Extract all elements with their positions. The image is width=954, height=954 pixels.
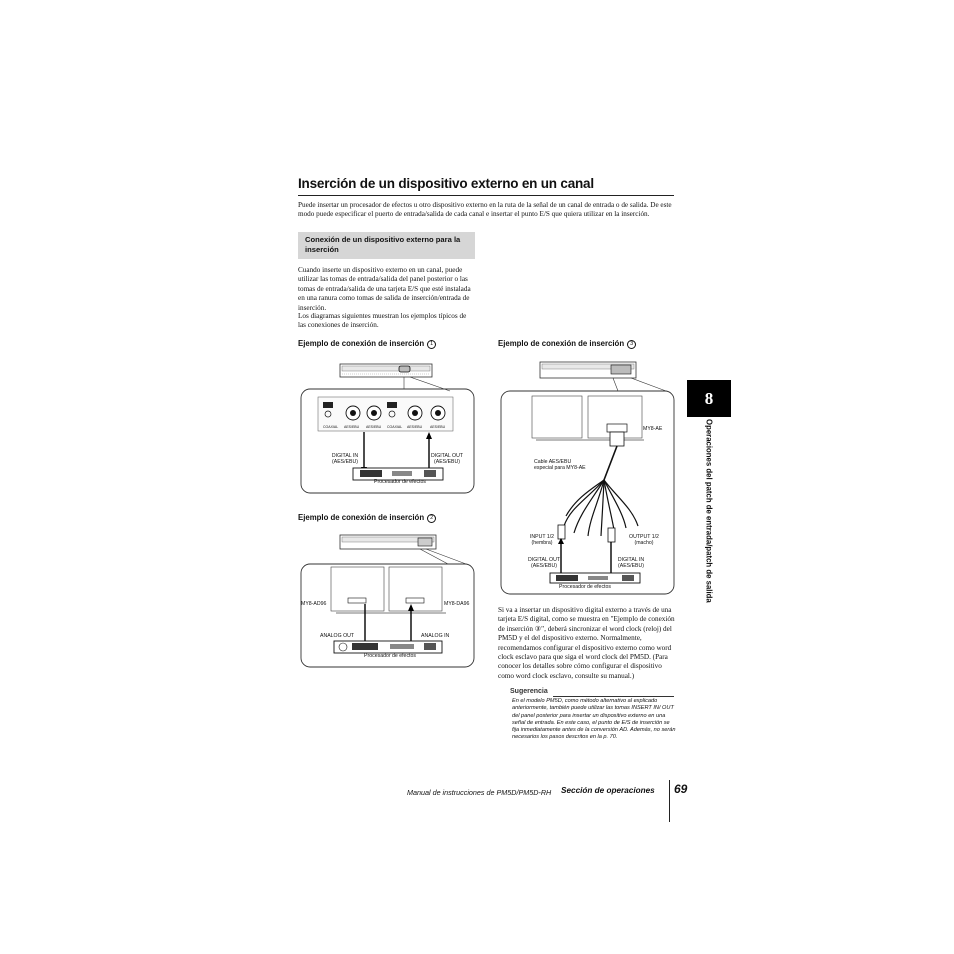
digital-out-label: DIGITAL OUT (AES/EBU)	[528, 557, 560, 570]
jack-label-1: COAXIAL	[323, 425, 339, 429]
digital-out-label: DIGITAL OUT (AES/EBU)	[431, 453, 463, 466]
cable-label: Cable AES/EBU especial para MY8-AE	[534, 459, 586, 472]
intro-paragraph: Puede insertar un procesador de efectos u otro dispositivo externo en la ruta de la señal de un canal de entrada o de salida. De este modo puede especificar el puerto de entrada/salida de cada canal e insertar el punto E/S que quiera utilizar en la inserción.	[298, 201, 672, 219]
chapter-side-label: Operaciones del patch de entrada/patch de salida	[704, 419, 714, 603]
example-2-number: 2	[427, 514, 436, 523]
example-2-heading: Ejemplo de conexión de inserción 2	[298, 513, 436, 523]
console-rear-panel	[340, 535, 436, 549]
io-card-slots	[532, 396, 644, 441]
analog-out-label: ANALOG OUT	[320, 633, 355, 639]
effects-processor-unit	[550, 573, 640, 583]
footer-manual-title: Manual de instrucciones de PM5D/PM5D-RH	[407, 788, 552, 797]
analog-in-label: ANALOG IN	[421, 633, 450, 639]
card-label-my8-da96: MY8-DA96	[444, 601, 470, 607]
page-number: 69	[674, 782, 688, 796]
jack-label-2: AES/EBU	[344, 425, 360, 429]
effects-processor-label: Procesador de efectos	[364, 653, 416, 659]
body-paragraph-3: Si va a insertar un dispositivo digital externo a través de una tarjeta E/S digital, como se muestra en "Ejemplo de conexión de inserción ③", deberá sincronizar el word clock (reloj) del PM5D y el del dispositivo externo. Normalmente, recomendamos configurar el dispositivo externo como word clock esclavo para que siga el word clock del PM5D. (Para conocer los detalles sobre cómo configurar el dispositivo como word clock esclavo, consulte su manual.)	[498, 606, 675, 680]
body-paragraph-1: Cuando inserte un dispositivo externo en un canal, puede utilizar las tomas de entrada/salida del panel posterior o las tomas de entrada/salida de una tarjeta E/S que esté instalada en una ranura como tomas de salida de inserción/entrada de inserción.	[298, 266, 471, 312]
digital-in-label: DIGITAL IN (AES/EBU)	[331, 453, 359, 466]
jack-label-6: AES/EBU	[430, 425, 446, 429]
effects-processor-unit	[334, 641, 442, 653]
tip-divider	[553, 696, 674, 697]
jack-label-5: AES/EBU	[407, 425, 423, 429]
footer-section: Sección de operaciones	[561, 786, 655, 795]
jack-label-3: AES/EBU	[366, 425, 382, 429]
input-label: INPUT 1/2 (hembra)	[529, 534, 555, 547]
example-3-heading: Ejemplo de conexión de inserción 3	[498, 339, 636, 349]
card-label-my8-ae: MY8-AE	[643, 426, 663, 432]
aes-ebu-breakout-cable	[558, 432, 638, 542]
example-1-heading: Ejemplo de conexión de inserción 1	[298, 339, 436, 349]
section-subheading: Conexión de un dispositivo externo para la inserción	[305, 235, 461, 254]
example-1-number: 1	[427, 340, 436, 349]
output-label: OUTPUT 1/2 (macho)	[629, 534, 659, 547]
console-rear-panel	[340, 364, 432, 377]
digital-in-label: DIGITAL IN (AES/EBU)	[617, 557, 645, 570]
card-label-my8-ad96: MY8-AD96	[301, 601, 327, 607]
page-title: Inserción de un dispositivo externo en un canal	[298, 176, 594, 191]
io-card-slots	[331, 567, 446, 614]
tip-text: En el modelo PM5D, como método alternativo al explicado anteriormente, también puede utilizar las tomas INSERT IN/ OUT del panel posterior para insertar un dispositivo externo en una señal de entrada. En este caso, el punto de E/S de inserción se fija inmediatamente antes de la conversión AD. Además, no serán necesarios los pasos descritos en la p. 70.	[512, 698, 676, 741]
console-rear-panel	[540, 362, 636, 378]
example-3-number: 3	[627, 340, 636, 349]
footer-divider	[669, 780, 670, 822]
jack-label-4: COAXIAL	[387, 425, 403, 429]
chapter-tab: 8	[687, 380, 731, 417]
body-paragraph-2: Los diagramas siguientes muestran los ejemplos típicos de las conexiones de inserción.	[298, 312, 467, 330]
title-divider	[298, 195, 674, 196]
section-subheading-box	[298, 232, 475, 259]
effects-processor-label: Procesador de efectos	[559, 584, 611, 590]
tip-label: Sugerencia	[510, 688, 548, 695]
effects-processor-label: Procesador de efectos	[374, 479, 426, 485]
